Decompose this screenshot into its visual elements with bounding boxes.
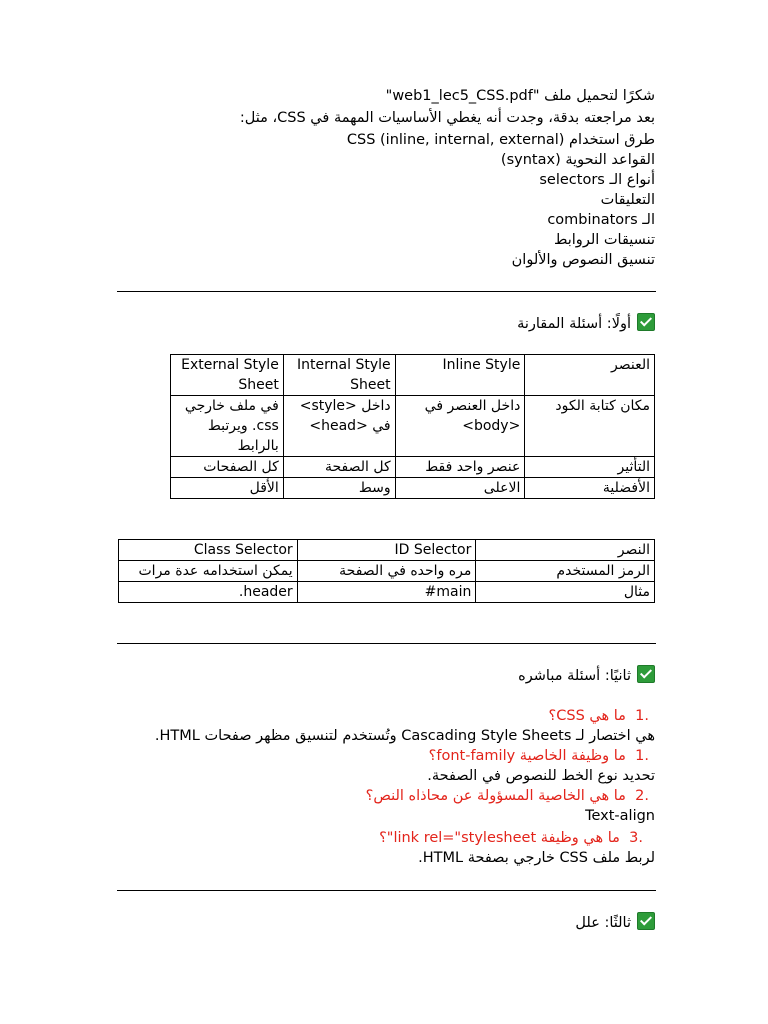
section-divider: [117, 643, 656, 644]
question-text: ما هي الخاصية المسؤولة عن محاذاه النص؟: [365, 788, 626, 804]
table-cell: الأقل: [171, 478, 284, 499]
question-number: 1.: [635, 748, 649, 764]
answer-text: Text-align: [585, 808, 655, 824]
section-divider: [117, 291, 656, 292]
table-header-cell: العنصر: [525, 355, 655, 396]
table-header-cell: Internal Style Sheet: [283, 355, 395, 396]
question-number: 3.: [629, 830, 643, 846]
topic-item: الـ combinators: [547, 212, 655, 228]
table-cell: الرمز المستخدم: [476, 561, 655, 582]
table-cell: main#: [297, 582, 476, 603]
section1-title: أولًا: أسئلة المقارنة: [517, 316, 631, 332]
table-row: [171, 396, 655, 457]
question-number: 1.: [635, 708, 649, 724]
table-cell: مره واحده في الصفحة: [297, 561, 476, 582]
table-header-cell: Inline Style: [395, 355, 525, 396]
topic-item: التعليقات: [600, 192, 655, 208]
table-cell: التأثير: [525, 457, 655, 478]
table-cell: مثال: [476, 582, 655, 603]
table-row: [171, 457, 655, 478]
table-cell: داخل <style> في <head>: [283, 396, 395, 457]
topic-item: تنسيقات الروابط: [553, 232, 655, 248]
comparison-table-style-types: [170, 354, 655, 499]
answer-text: هي اختصار لـ Cascading Style Sheets وتُستخدم لتنسيق مظهر صفحات HTML.: [154, 728, 655, 744]
table-cell: الأفضلية: [525, 478, 655, 499]
section2-title: ثانيًا: أسئلة مباشره: [518, 668, 631, 684]
table-header-row: [171, 355, 655, 396]
section-divider: [117, 890, 656, 891]
table-cell: كل الصفحات: [171, 457, 284, 478]
table-cell: كل الصفحة: [283, 457, 395, 478]
table-cell: يمكن استخدامه عدة مرات: [119, 561, 298, 582]
check-mark-icon: [637, 665, 655, 683]
table-header-row: [119, 540, 655, 561]
topic-item: طرق استخدام CSS (inline, internal, external): [346, 132, 655, 148]
topic-item: أنواع الـ selectors: [539, 172, 655, 188]
table-header-cell: ID Selector: [297, 540, 476, 561]
question-item: [379, 828, 643, 848]
question-item: [429, 746, 649, 766]
table-cell: في ملف خارجي css. ويرتبط بالرابط: [171, 396, 284, 457]
intro-summary: بعد مراجعته بدقة، وجدت أنه يغطي الأساسيات المهمة في CSS، مثل:: [239, 110, 655, 126]
table-row: [119, 582, 655, 603]
check-mark-icon: [637, 313, 655, 331]
question-text: ما هي وظيفة link rel="stylesheet"؟: [379, 830, 620, 846]
answer-text: تحديد نوع الخط للنصوص في الصفحة.: [427, 768, 655, 784]
comparison-table-selectors: [118, 539, 655, 603]
table-row: [119, 561, 655, 582]
section3-title: ثالثًا: علل: [575, 915, 631, 931]
table-header-cell: External Style Sheet: [171, 355, 284, 396]
section1-heading: [517, 313, 655, 334]
topic-item: تنسيق النصوص والألوان: [511, 252, 655, 268]
topic-item: القواعد النحوية (syntax): [500, 152, 655, 168]
table-row: [171, 478, 655, 499]
question-text: ما وظيفة الخاصية font-family؟: [428, 748, 626, 764]
table-header-cell: Class Selector: [119, 540, 298, 561]
table-cell: الاعلى: [395, 478, 525, 499]
question-text: ما هي CSS؟: [548, 708, 626, 724]
section2-heading: [518, 665, 655, 686]
question-number: 2.: [635, 788, 649, 804]
table-cell: وسط: [283, 478, 395, 499]
table-header-cell: النصر: [476, 540, 655, 561]
table-cell: عنصر واحد فقط: [395, 457, 525, 478]
table-cell: داخل العنصر في <body>: [395, 396, 525, 457]
check-mark-icon: [637, 912, 655, 930]
section3-heading: [575, 912, 655, 933]
question-item: [549, 706, 649, 726]
question-item: [366, 786, 649, 806]
table-cell: مكان كتابة الكود: [525, 396, 655, 457]
intro-thanks: شكرًا لتحميل ملف "web1_lec5_CSS.pdf": [385, 88, 655, 104]
answer-text: لربط ملف CSS خارجي بصفحة HTML.: [418, 850, 655, 866]
table-cell: header.: [119, 582, 298, 603]
